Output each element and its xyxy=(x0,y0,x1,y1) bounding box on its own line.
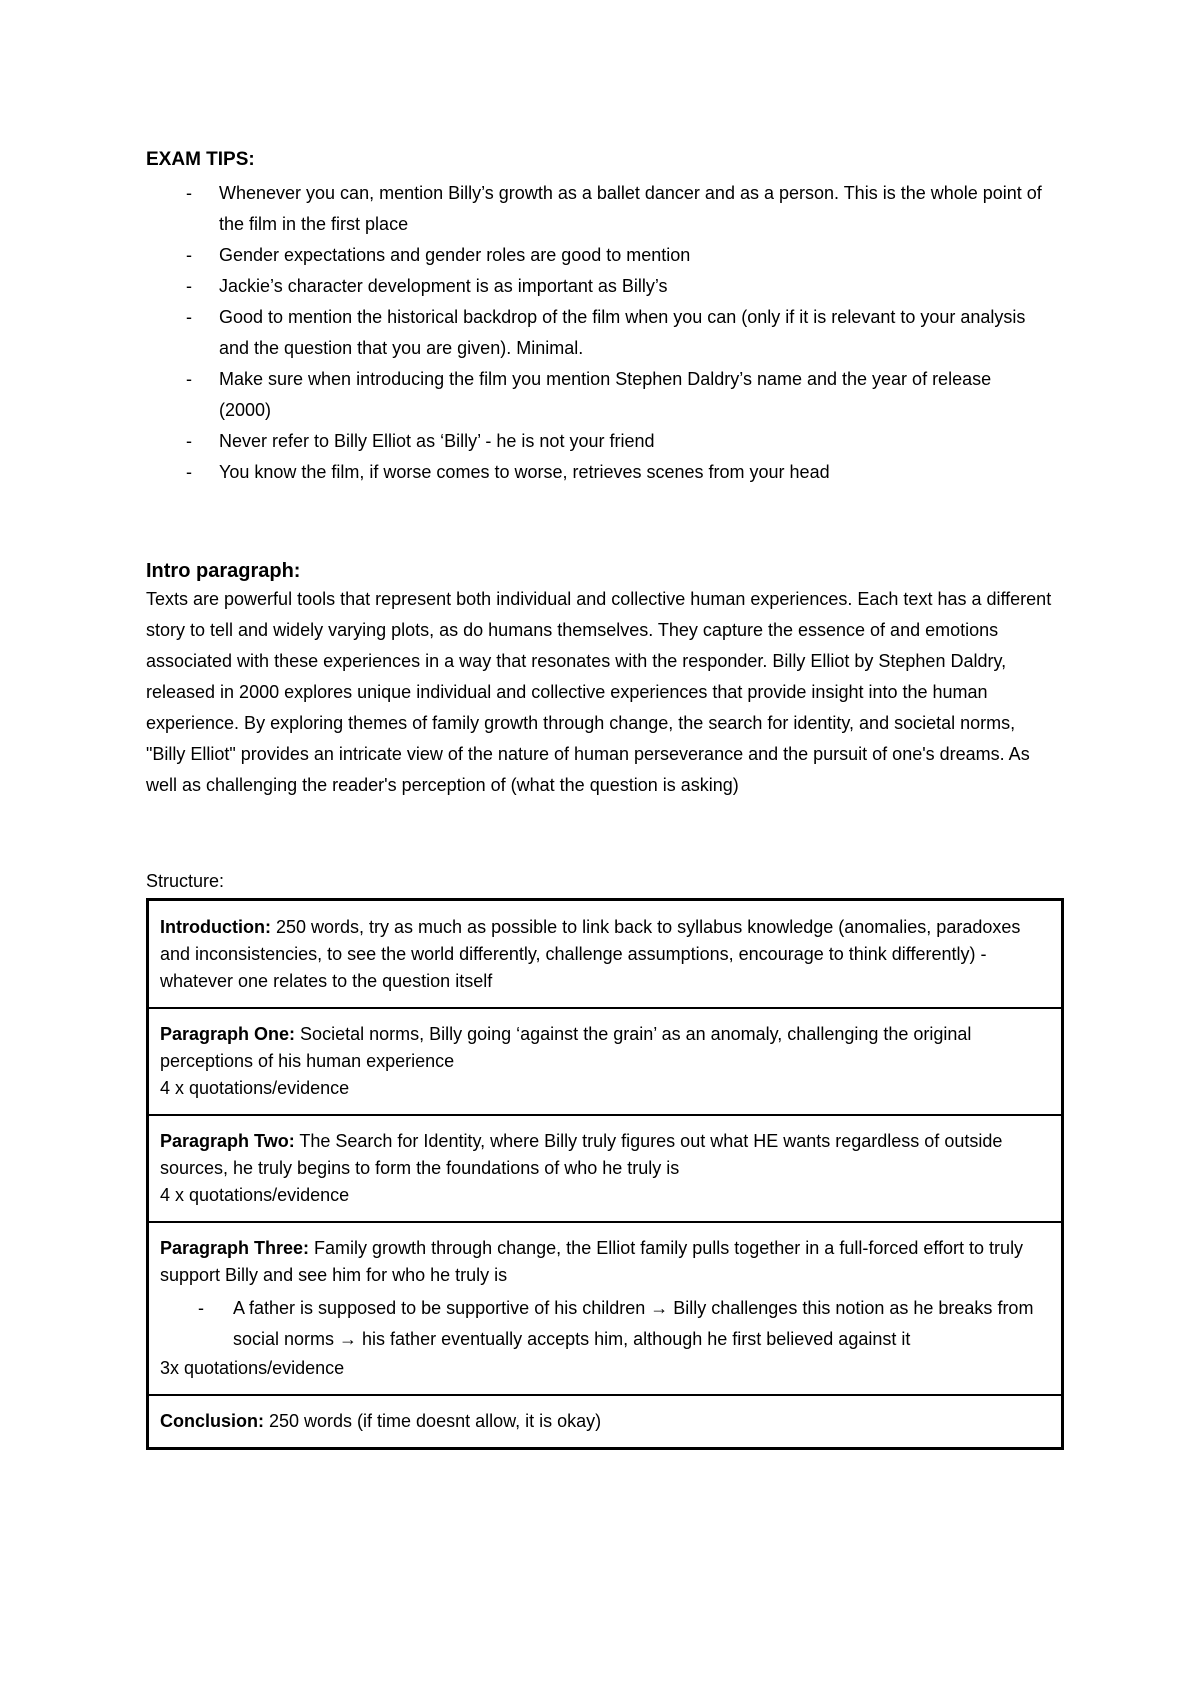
list-item: - Whenever you can, mention Billy’s growth as a ballet dancer and as a person. This is the whole point of the film in the first place xyxy=(146,178,1046,240)
row-evidence: 4 x quotations/evidence xyxy=(160,1078,350,1098)
structure-row-paragraph-three xyxy=(149,1221,1061,1394)
dash-bullet: - xyxy=(186,462,192,482)
intro-heading: Intro paragraph: xyxy=(146,560,301,582)
structure-row-conclusion xyxy=(149,1394,1061,1447)
exam-tips-heading: EXAM TIPS: xyxy=(146,149,255,170)
row-evidence: 3x quotations/evidence xyxy=(160,1358,345,1378)
row-heading: Paragraph Three: xyxy=(160,1238,310,1258)
intro-paragraph: Texts are powerful tools that represent both individual and collective human experiences. Each text has a different story to tell and widely varying plots, as do humans themselves. They capture the essence of and emotions associated with these experiences in a way that resonates with the responder. Billy Elliot by Stephen Daldry, released in 2000 explores unique individual and collective experiences that provide insight into the human experience. By exploring themes of family growth through change, the search for identity, and societal norms, "Billy Elliot" provides an intricate view of the nature of human perseverance and the pursuit of one's dreams. As well as challenging the reader's perception of (what the question is asking) xyxy=(146,589,1052,795)
row-text: The Search for Identity, where Billy truly figures out what HE wants regardless of outside sources, he truly begins to form the foundations of who he truly is xyxy=(160,1131,1003,1178)
structure-table xyxy=(146,898,1064,1450)
list-item: - Good to mention the historical backdrop of the film when you can (only if it is relevant to your analysis and the question that you are given). Minimal. xyxy=(146,302,1046,364)
structure-row-paragraph-one xyxy=(149,1007,1061,1114)
dash-bullet: - xyxy=(186,369,192,389)
list-item: - Make sure when introducing the film you mention Stephen Daldry’s name and the year of release (2000) xyxy=(146,364,1046,426)
exam-tips-list xyxy=(146,178,1046,488)
row-text: Family growth through change, the Elliot family pulls together in a full-forced effort to truly support Billy and see him for who he truly is xyxy=(160,1238,1024,1285)
dash-bullet: - xyxy=(186,245,192,265)
structure-row-introduction xyxy=(149,901,1061,1007)
list-item: - Never refer to Billy Elliot as ‘Billy’ - he is not your friend xyxy=(146,426,1046,457)
row-text: 250 words (if time doesnt allow, it is okay) xyxy=(264,1411,602,1431)
list-item: - Jackie’s character development is as important as Billy’s xyxy=(146,271,1046,302)
row-heading: Introduction: xyxy=(160,917,271,937)
row-heading: Paragraph One: xyxy=(160,1024,296,1044)
list-item: - A father is supposed to be supportive of his children → Billy challenges this notion as he breaks from social norms → his father eventually accepts him, although he first believed against it xyxy=(160,1293,1051,1355)
row-evidence: 4 x quotations/evidence xyxy=(160,1185,350,1205)
list-item: - You know the film, if worse comes to worse, retrieves scenes from your head xyxy=(146,457,1046,488)
dash-bullet: - xyxy=(186,276,192,296)
dash-bullet: - xyxy=(198,1298,204,1318)
dash-bullet: - xyxy=(186,431,192,451)
list-item: - Gender expectations and gender roles are good to mention xyxy=(146,240,1046,271)
row-text: 250 words, try as much as possible to link back to syllabus knowledge (anomalies, paradoxes and inconsistencies, to see the world differently, challenge assumptions, encourage to think differently) - whatever one relates to the question itself xyxy=(160,917,1021,991)
dash-bullet: - xyxy=(186,183,192,203)
structure-row-paragraph-two xyxy=(149,1114,1061,1221)
row-heading: Conclusion: xyxy=(160,1411,264,1431)
row-bullet-list xyxy=(160,1293,1051,1355)
row-text: Societal norms, Billy going ‘against the grain’ as an anomaly, challenging the original perceptions of his human experience xyxy=(160,1024,972,1071)
row-heading: Paragraph Two: xyxy=(160,1131,295,1151)
dash-bullet: - xyxy=(186,307,192,327)
structure-label: Structure: xyxy=(146,871,225,891)
